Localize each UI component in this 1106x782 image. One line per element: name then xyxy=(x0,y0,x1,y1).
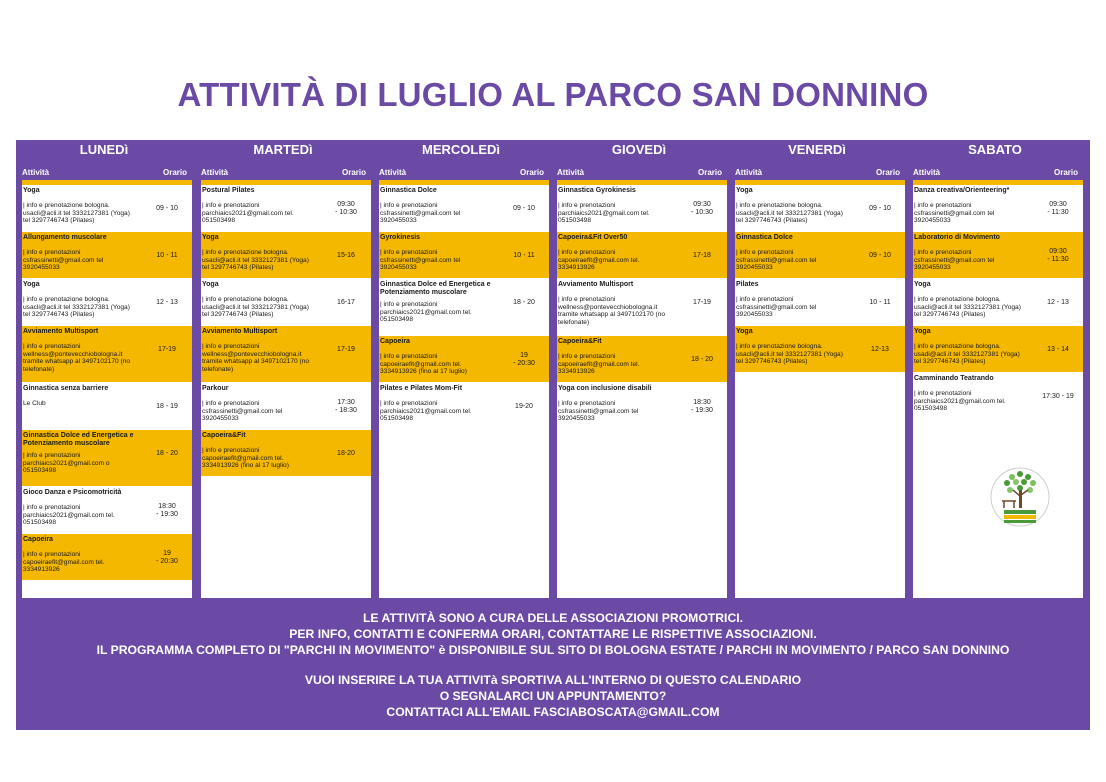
event-row xyxy=(913,185,1083,232)
event-time: 10 - 11 xyxy=(513,252,535,259)
event-time: 19 - 20:30 xyxy=(513,352,535,367)
event-info: | info e prenotazioni csfrassinetti@gmail.com tel 3920455033 xyxy=(736,296,817,319)
event-row xyxy=(201,279,371,326)
day-column-0 xyxy=(18,140,190,598)
event-row xyxy=(379,232,549,279)
footer-line-3: IL PROGRAMMA COMPLETO DI "PARCHI IN MOVIMENTO" è DISPONIBILE SUL SITO DI BOLOGNA ESTATE / PARCHI IN MOVIMENTO / PARCO SAN DONNINO xyxy=(96,643,1010,657)
event-name: Capoeira&Fit Over50 xyxy=(558,234,628,241)
event-row xyxy=(735,185,905,232)
event-time: 16-17 xyxy=(337,299,355,306)
event-name: Ginnastica Gyrokinesis xyxy=(558,187,636,194)
event-time: 17-18 xyxy=(693,252,711,259)
event-name: Ginnastica Dolce xyxy=(736,234,793,241)
event-row xyxy=(735,326,905,373)
time-header: Orario xyxy=(1053,168,1078,177)
event-info: | info e prenotazioni wellness@pontevecchiobologna.it tramite whatsapp al 3497102170 (no telefonate) xyxy=(202,343,310,373)
day-events xyxy=(201,180,371,598)
time-header: Orario xyxy=(875,168,900,177)
event-row xyxy=(913,326,1083,373)
event-time: 09 - 10 xyxy=(869,205,891,212)
event-time: 17-19 xyxy=(158,346,176,353)
event-info: | info e prenotazioni csfrassinetti@gmail.com tel 3920455033 xyxy=(558,400,639,423)
day-column-2 xyxy=(375,140,547,598)
event-name: Pilates e Pilates Mom-Fit xyxy=(380,385,463,392)
event-info: | info e prenotazioni wellness@pontevecchiobologna.it tramite whatsapp al 3497102170 (no telefonate) xyxy=(23,343,131,373)
event-row xyxy=(22,487,192,534)
event-name: Postural Pilates xyxy=(202,187,255,194)
event-row xyxy=(379,185,549,232)
event-info: | info e prenotazioni parchiaics2021@gmail.com tel. 051503498 xyxy=(380,400,472,423)
event-time: 18 - 20 xyxy=(691,356,713,363)
event-row xyxy=(22,383,192,430)
event-row xyxy=(557,279,727,336)
schedule-board xyxy=(16,140,1090,730)
time-header: Orario xyxy=(341,168,366,177)
event-time: 12 - 13 xyxy=(156,299,178,306)
time-header: Orario xyxy=(519,168,544,177)
event-name: Allungamento muscolare xyxy=(23,234,107,241)
event-name: Yoga xyxy=(23,281,40,288)
event-row xyxy=(22,232,192,279)
event-info: | info e prenotazioni capoeiraefit@gmail.com tel. 3334913926 xyxy=(558,249,640,272)
event-name: Gyrokinesis xyxy=(380,234,421,241)
event-name: Yoga xyxy=(23,187,40,194)
activity-header: Attività xyxy=(22,168,50,177)
day-column-4 xyxy=(731,140,903,598)
event-time: 19 - 20:30 xyxy=(156,550,178,565)
time-header: Orario xyxy=(697,168,722,177)
event-info: | info e prenotazione bologna. usacli@acli.it tel 3332127381 (Yoga) tel 3297746743 (Pilates) xyxy=(736,202,843,225)
activity-header: Attività xyxy=(201,168,229,177)
event-name: Danza creativa/Orienteering* xyxy=(914,187,1010,194)
event-row xyxy=(22,279,192,326)
day-events xyxy=(735,180,905,598)
event-time: 17:30 - 19 xyxy=(1042,393,1074,400)
event-name: Ginnastica senza barriere xyxy=(23,385,109,392)
event-info: | info e prenotazioni parchiaics2021@gmail.com tel. 051503498 xyxy=(914,390,1006,413)
activity-header: Attività xyxy=(379,168,407,177)
event-row xyxy=(22,430,192,487)
event-info: | info e prenotazioni wellness@pontevecchiobologna.it tramite whatsapp al 3497102170 (no telefonate) xyxy=(558,296,666,326)
event-info: | info e prenotazione bologna. usacli@acli.it tel 3332127381 (Yoga) tel 3297746743 (Pilates) xyxy=(23,202,130,225)
event-info: | info e prenotazione bologna. usacli@acli.it tel 3332127381 (Yoga) tel 3297746743 (Pilates) xyxy=(23,296,130,319)
event-row xyxy=(379,279,549,336)
event-info: | info e prenotazioni csfrassinetti@gmail.com tel 3920455033 xyxy=(736,249,817,272)
event-time: 18:30 - 19:30 xyxy=(691,399,713,414)
event-row xyxy=(379,336,549,383)
event-info: | info e prenotazione bologna. usacli@acli.it tel 3332127381 (Yoga) tel 3297746743 (Pilates) xyxy=(736,343,843,366)
event-time: 13 - 14 xyxy=(1047,346,1069,353)
event-info: | info e prenotazioni capoeiraefit@gmail.com tel. 3334913926 (fino al 17 luglio) xyxy=(380,353,467,376)
event-name: Avviamento Multisport xyxy=(202,328,278,335)
event-row xyxy=(201,326,371,383)
day-events xyxy=(557,180,727,598)
activity-header: Attività xyxy=(913,168,941,177)
footer-info xyxy=(16,610,1090,720)
event-time: 09:30 - 10:30 xyxy=(691,201,713,216)
event-time: 09:30 - 11:30 xyxy=(1047,248,1069,263)
day-name: VENERDì xyxy=(788,142,846,157)
event-name: Yoga xyxy=(914,281,931,288)
event-row xyxy=(557,185,727,232)
event-row xyxy=(201,430,371,477)
day-name: LUNEDì xyxy=(79,142,129,157)
event-row xyxy=(913,373,1083,420)
event-time: 09:30 - 11:30 xyxy=(1047,201,1069,216)
day-name: MARTEDì xyxy=(253,142,313,157)
event-info: | info e prenotazioni csfrassinetti@gmail.com tel 3920455033 xyxy=(380,202,461,225)
fascia-boscata-logo xyxy=(990,460,1050,535)
day-column-3 xyxy=(553,140,725,598)
event-info: Le Club xyxy=(23,400,46,407)
day-column-1 xyxy=(197,140,369,598)
event-info: | info e prenotazioni parchiaics2021@gmail.com tel. 051503498 xyxy=(380,301,472,324)
event-row xyxy=(201,232,371,279)
event-time: 09:30 - 10:30 xyxy=(335,201,357,216)
event-info: | info e prenotazioni capoeiraefit@gmail.com tel. 3334913926 xyxy=(23,551,105,574)
event-time: 09 - 10 xyxy=(513,205,535,212)
event-name: Ginnastica Dolce xyxy=(380,187,437,194)
event-name: Capoeira&Fit xyxy=(202,432,246,439)
event-name: Camminando Teatrando xyxy=(914,375,994,382)
event-info: | info e prenotazioni parchiaics2021@gmail.com tel. 051503498 xyxy=(202,202,294,225)
event-row xyxy=(557,336,727,383)
event-name: Capoeira xyxy=(380,338,410,345)
event-row xyxy=(735,232,905,279)
page-title: ATTIVITÀ DI LUGLIO AL PARCO SAN DONNINO xyxy=(177,76,929,113)
event-name: Gioco Danza e Psicomotricità xyxy=(23,489,122,496)
event-name: Yoga xyxy=(914,328,931,335)
day-events xyxy=(22,180,192,598)
event-time: 15-16 xyxy=(337,252,355,259)
event-row xyxy=(735,279,905,326)
event-info: | info e prenotazioni parchiaics2021@gmail.com tel. 051503498 xyxy=(558,202,650,225)
event-name: Parkour xyxy=(202,385,229,392)
event-row xyxy=(913,232,1083,279)
event-name: Yoga xyxy=(202,281,219,288)
event-info: | info e prenotazioni parchiaics2021@gmail.com tel. 051503498 xyxy=(23,504,115,527)
event-time: 12 - 13 xyxy=(1047,299,1069,306)
day-name: SABATO xyxy=(968,142,1022,157)
event-time: 10 - 11 xyxy=(869,299,891,306)
event-info: | info e prenotazione bologna. usacli@acli.it tel 3332127381 (Yoga) tel 3297746743 (Pilates) xyxy=(202,249,309,272)
event-row xyxy=(201,383,371,430)
footer-line-6: CONTATTACI ALL'EMAIL FASCIABOSCATA@GMAIL.COM xyxy=(386,705,720,719)
event-row xyxy=(22,534,192,581)
event-row xyxy=(379,383,549,430)
event-time: 18 - 19 xyxy=(156,403,178,410)
event-name: Laboratorio di Movimento xyxy=(914,234,1000,241)
event-info: | info e prenotazione bologna. usacli@acli.it tel 3332127381 (Yoga) tel 3297746743 (Pilates) xyxy=(202,296,309,319)
event-info: | info e prenotazione bologna. usacli@acli.it tel 3332127381 (Yoga) tel 3297746743 (Pilates) xyxy=(914,296,1021,319)
event-info: | info e prenotazioni csfrassinetti@gmail.com tel 3920455033 xyxy=(914,249,995,272)
event-time: 17-19 xyxy=(693,299,711,306)
event-time: 17:30 - 18:30 xyxy=(335,399,357,414)
event-time: 18:30 - 19:30 xyxy=(156,503,178,518)
event-info: | info e prenotazioni csfrassinetti@gmail.com tel 3920455033 xyxy=(380,249,461,272)
event-info: | info e prenotazioni parchiaics2021@gmail.com o 051503498 xyxy=(23,452,110,475)
event-info: | info e prenotazioni csfrassinetti@gmail.com tel 3920455033 xyxy=(23,249,104,272)
event-name: Yoga xyxy=(736,328,753,335)
event-info: | info e prenotazioni csfrassinetti@gmail.com tel 3920455033 xyxy=(914,202,995,225)
day-events xyxy=(379,180,549,598)
event-row xyxy=(22,326,192,383)
activity-header: Attività xyxy=(735,168,763,177)
event-info: | info e prenotazione bologna. usadi@acli.it tel 3332127381 (Yoga) tel 3297746743 (Pilates) xyxy=(914,343,1020,366)
event-name: Yoga xyxy=(202,234,219,241)
event-info: | info e prenotazioni csfrassinetti@gmail.com tel 3920455033 xyxy=(202,400,283,423)
event-time: 18 - 20 xyxy=(156,450,178,457)
event-name: Capoeira xyxy=(23,536,53,543)
event-name: Avviamento Multisport xyxy=(558,281,634,288)
event-name: Capoeira&Fit xyxy=(558,338,602,345)
event-time: 09 - 10 xyxy=(156,205,178,212)
footer-line-1: LE ATTIVITÀ SONO A CURA DELLE ASSOCIAZIONI PROMOTRICI. xyxy=(362,611,744,625)
event-time: 09 - 10 xyxy=(869,252,891,259)
footer-line-5: O SEGNALARCI UN APPUNTAMENTO? xyxy=(439,689,667,703)
event-name: Yoga con inclusione disabili xyxy=(558,385,652,392)
activity-header: Attività xyxy=(557,168,585,177)
time-header: Orario xyxy=(162,168,187,177)
event-time: 12-13 xyxy=(871,346,889,353)
event-name: Pilates xyxy=(736,281,759,288)
event-info: | info e prenotazioni capoeiraefit@gmail.com tel. 3334913926 xyxy=(558,353,640,376)
event-info: | info e prenotazioni capoeiraefit@gmail.com tel. 3334913926 (fino al 17 luglio) xyxy=(202,447,289,470)
event-row xyxy=(913,279,1083,326)
event-time: 17-19 xyxy=(337,346,355,353)
event-time: 18 - 20 xyxy=(513,299,535,306)
footer-line-4: VUOI INSERIRE LA TUA ATTIVITà SPORTIVA ALL'INTERNO DI QUESTO CALENDARIO xyxy=(304,673,802,687)
event-row xyxy=(557,232,727,279)
event-time: 19-20 xyxy=(515,403,533,410)
day-name: MERCOLEDì xyxy=(422,142,500,157)
day-events xyxy=(913,180,1083,598)
event-name: Avviamento Multisport xyxy=(23,328,99,335)
event-row xyxy=(201,185,371,232)
footer-line-2: PER INFO, CONTATTI E CONFERMA ORARI, CONTATTARE LE RISPETTIVE ASSOCIAZIONI. xyxy=(289,627,817,641)
event-time: 18-20 xyxy=(337,450,355,457)
event-row xyxy=(22,185,192,232)
event-name: Ginnastica Dolce ed Energetica e Potenziamento muscolare xyxy=(23,432,134,447)
day-name: GIOVEDì xyxy=(611,142,667,157)
event-row xyxy=(557,383,727,430)
event-name: Yoga xyxy=(736,187,753,194)
event-name: Ginnastica Dolce ed Energetica e Potenziamento muscolare xyxy=(380,281,491,296)
event-time: 10 - 11 xyxy=(156,252,178,259)
